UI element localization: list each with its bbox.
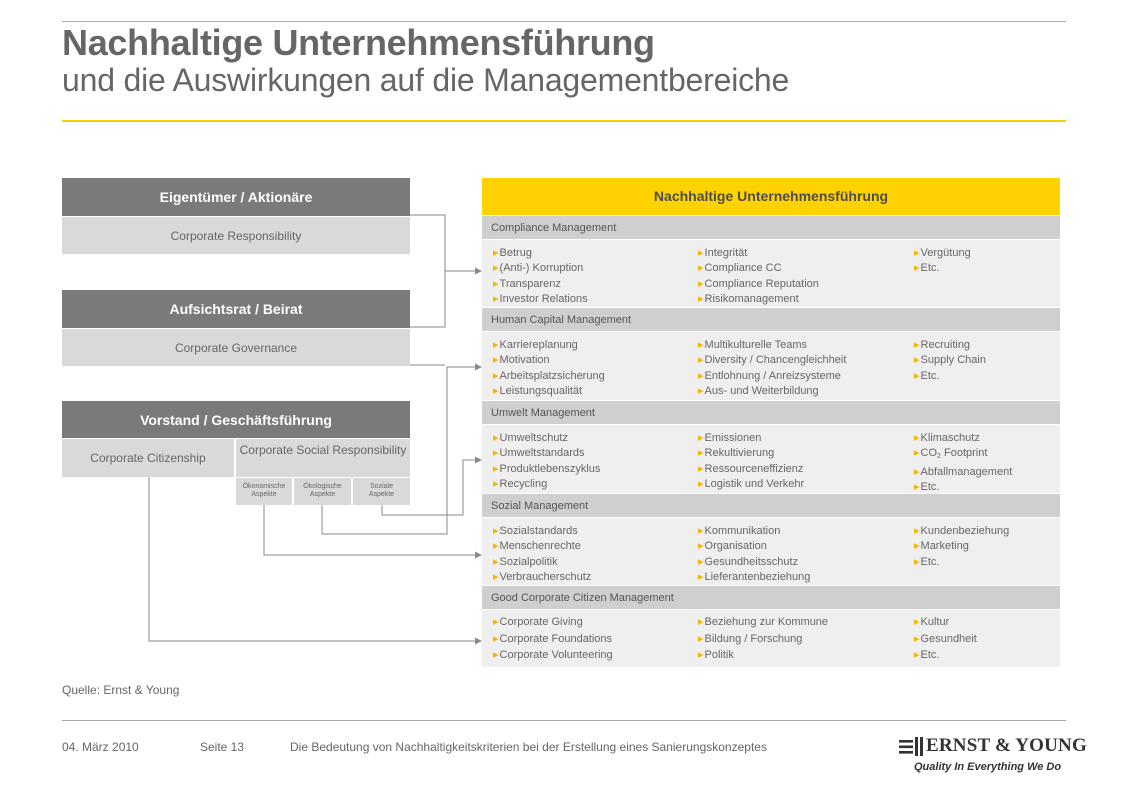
list-item: ▸ Sozialpolitik — [493, 555, 591, 570]
footer-subject: Die Bedeutung von Nachhaltigkeitskriterien bei der Erstellung eines Sanierungskonzeptes — [290, 740, 767, 754]
list-item-co2 — [914, 446, 1012, 464]
aspect-economic-line1: Ökonomische — [242, 483, 286, 490]
column — [914, 524, 1009, 570]
list-item: ▸ Gesundheitsschutz — [698, 555, 810, 570]
executive-title: Vorstand / Geschäftsführung — [62, 401, 410, 439]
aspect-ecological — [294, 478, 351, 505]
list-item: ▸ Kommunikation — [698, 524, 810, 539]
list-item: ▸ Arbeitsplatzsicherung — [493, 369, 605, 384]
logo-tagline: Quality In Everything We Do — [914, 761, 1062, 773]
executive-split — [62, 438, 410, 476]
list-item: ▸ Menschenrechte — [493, 539, 591, 554]
ey-beam-icon — [898, 737, 924, 757]
list-item: ▸ Multikulturelle Teams — [698, 338, 846, 353]
list-item: ▸ Vergütung — [914, 246, 971, 261]
list-item: ▸ Produktlebenszyklus — [493, 462, 600, 477]
list-item: ▸ Organisation — [698, 539, 810, 554]
list-item: ▸ Etc. — [914, 480, 1012, 495]
management-title: Nachhaltige Unternehmensführung — [482, 178, 1060, 215]
list-item: ▸ Umweltschutz — [493, 431, 600, 446]
list-item: ▸ Entlohnung / Anreizsysteme — [698, 369, 846, 384]
column — [493, 431, 600, 492]
section-corporate-citizen-body — [482, 609, 1060, 667]
list-item: ▸ Umweltstandards — [493, 446, 600, 461]
column — [493, 246, 588, 307]
list-item: ▸ Rekultivierung — [698, 446, 804, 461]
section-social: Sozial Management — [482, 493, 1060, 517]
column — [914, 246, 971, 277]
list-item: ▸ Etc. — [914, 555, 1009, 570]
aspect-ecological-line2: Aspekte — [309, 491, 336, 498]
corporate-social-responsibility: Corporate Social Responsibility — [236, 439, 410, 477]
column — [914, 338, 986, 384]
list-item: ▸ Aus- und Weiterbildung — [698, 384, 846, 399]
list-item: ▸ Etc. — [914, 261, 971, 276]
co2-base: CO — [920, 447, 938, 460]
section-compliance: Compliance Management — [482, 215, 1060, 239]
list-item: ▸ Motivation — [493, 353, 605, 368]
list-item: ▸ Corporate Volunteering — [493, 647, 613, 664]
co2-subscript: 2 — [937, 453, 941, 461]
list-item: ▸ Betrug — [493, 246, 588, 261]
column — [698, 338, 846, 399]
list-item: ▸ Klimaschutz — [914, 431, 1012, 446]
source-note: Quelle: Ernst & Young — [62, 683, 180, 697]
management-areas — [482, 178, 1060, 667]
column — [698, 524, 810, 585]
section-environment-body — [482, 424, 1060, 493]
footer-page: Seite 13 — [200, 740, 245, 754]
list-item: ▸ Diversity / Chancengleichheit — [698, 353, 846, 368]
list-item: ▸ Compliance Reputation — [698, 277, 819, 292]
list-item: ▸ Kultur — [914, 614, 977, 631]
board-title: Aufsichtsrat / Beirat — [62, 290, 410, 328]
column — [698, 614, 828, 664]
column — [914, 614, 977, 664]
aspect-social-line2: Aspekte — [368, 491, 395, 498]
column — [493, 614, 613, 664]
list-item: ▸ Compliance CC — [698, 261, 819, 276]
column — [698, 431, 804, 492]
list-item: ▸ Beziehung zur Kommune — [698, 614, 828, 631]
list-item: ▸ Recycling — [493, 477, 600, 492]
footer-date: 04. März 2010 — [62, 740, 139, 754]
list-item: ▸ Integrität — [698, 246, 819, 261]
footer-rule — [62, 720, 1066, 721]
list-item: ▸ (Anti-) Korruption — [493, 261, 588, 276]
aspect-social-line1: Soziale — [370, 483, 393, 490]
list-item: ▸ Kundenbeziehung — [914, 524, 1009, 539]
column — [493, 338, 605, 399]
list-item: ▸ Karriereplanung — [493, 338, 605, 353]
owners-sub: Corporate Responsibility — [62, 216, 410, 254]
section-human-capital-body — [482, 331, 1060, 400]
title-line2: und die Auswirkungen auf die Managementbereiche — [62, 62, 790, 98]
list-item: ▸ Etc. — [914, 369, 986, 384]
list-item: ▸ Marketing — [914, 539, 1009, 554]
list-item: ▸ Investor Relations — [493, 292, 588, 307]
ernst-young-logo — [898, 735, 1087, 780]
list-item: ▸ Logistik und Verkehr — [698, 477, 804, 492]
column — [493, 524, 591, 585]
section-corporate-citizen: Good Corporate Citizen Management — [482, 585, 1060, 609]
list-item: ▸ Verbraucherschutz — [493, 570, 591, 585]
list-item: ▸ Risikomanagement — [698, 292, 819, 307]
section-social-body — [482, 517, 1060, 585]
list-item: ▸ Politik — [698, 647, 828, 664]
list-item: ▸ Corporate Foundations — [493, 631, 613, 648]
co2-rest: Footprint — [940, 447, 988, 460]
list-item: ▸ Corporate Giving — [493, 614, 613, 631]
list-item: ▸ Abfallmanagement — [914, 465, 1012, 480]
owners-title: Eigentümer / Aktionäre — [62, 178, 410, 216]
list-item: ▸ Lieferantenbeziehung — [698, 570, 810, 585]
column — [698, 246, 819, 307]
aspect-economic — [236, 478, 292, 505]
list-item: ▸ Sozialstandards — [493, 524, 591, 539]
list-item: ▸ Gesundheit — [914, 631, 977, 648]
column — [914, 431, 1012, 495]
list-item: ▸ Transparenz — [493, 277, 588, 292]
list-item: ▸ Ressourceneffizienz — [698, 462, 804, 477]
title-line1: Nachhaltige Unternehmensführung — [62, 22, 655, 63]
list-item: ▸ Recruiting — [914, 338, 986, 353]
corporate-citizenship: Corporate Citizenship — [62, 439, 234, 477]
list-item: ▸ Leistungsqualität — [493, 384, 605, 399]
section-human-capital: Human Capital Management — [482, 307, 1060, 331]
section-compliance-body — [482, 239, 1060, 307]
owners-block — [62, 178, 410, 254]
section-environment: Umwelt Management — [482, 400, 1060, 424]
list-item: ▸ Supply Chain — [914, 353, 986, 368]
logo-name: ERNST & YOUNG — [926, 735, 1087, 756]
board-block — [62, 290, 410, 366]
aspect-ecological-line1: Ökologische — [303, 483, 342, 490]
list-item: ▸ Bildung / Forschung — [698, 631, 828, 648]
list-item: ▸ Emissionen — [698, 431, 804, 446]
board-sub: Corporate Governance — [62, 328, 410, 366]
aspect-social — [353, 478, 410, 505]
aspect-economic-line2: Aspekte — [251, 491, 277, 498]
list-item: ▸ Etc. — [914, 647, 977, 664]
executive-block — [62, 401, 410, 439]
